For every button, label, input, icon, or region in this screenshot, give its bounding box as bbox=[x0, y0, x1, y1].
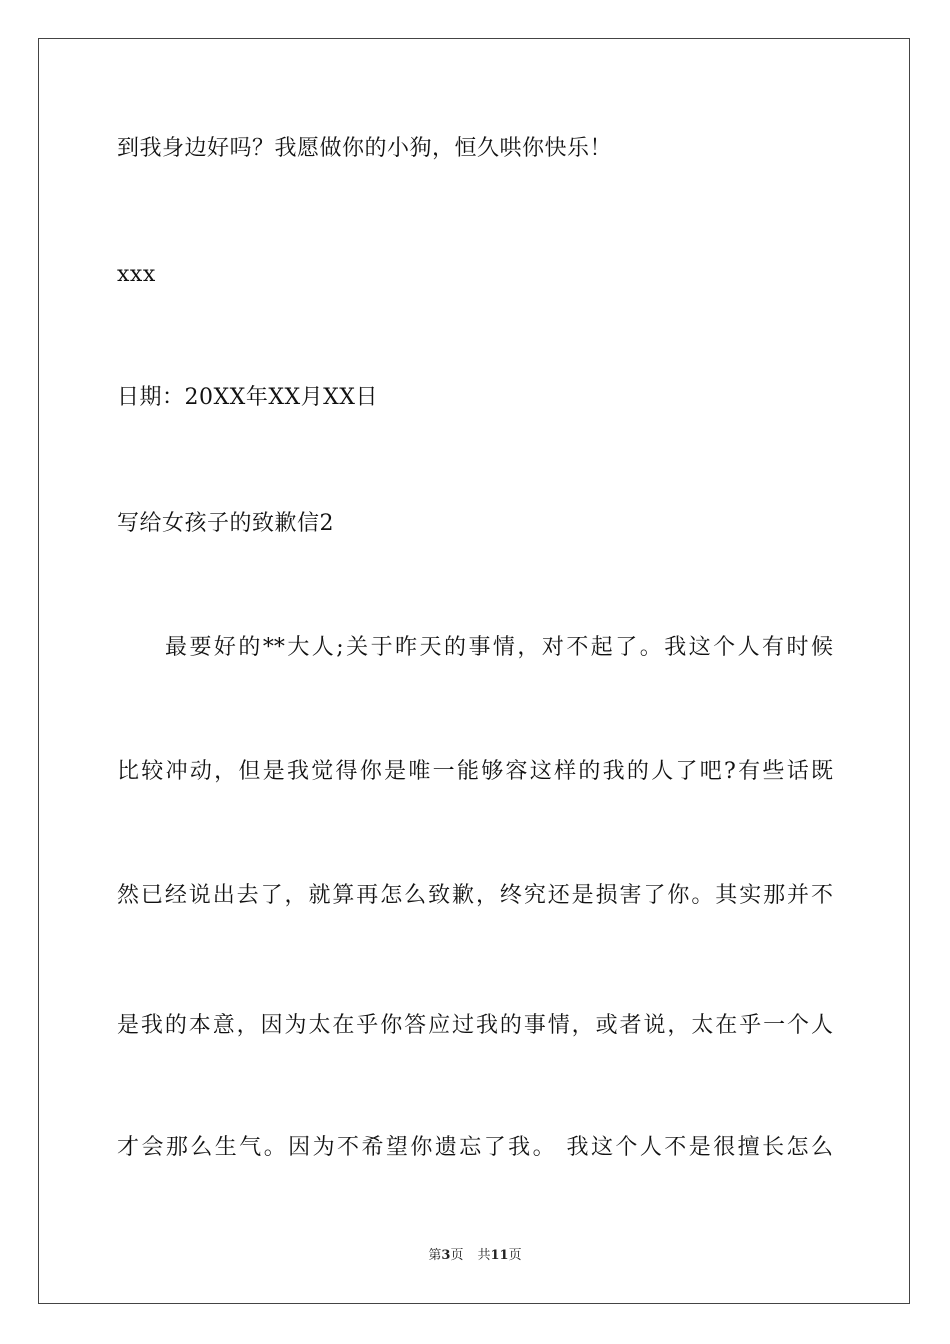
footer-total-prefix: 共 bbox=[477, 1248, 491, 1263]
paragraph-line-1: 最要好的**大人;关于昨天的事情，对不起了。我这个人有时候 bbox=[165, 635, 833, 660]
section-heading: 写给女孩子的致歉信2 bbox=[117, 511, 334, 536]
footer-page-suffix: 页 bbox=[450, 1248, 464, 1263]
paragraph-line-5: 才会那么生气。因为不希望你遗忘了我。 我这个人不是很擅长怎么 bbox=[117, 1135, 833, 1160]
footer-page-number: 3 bbox=[441, 1248, 451, 1263]
page-border bbox=[38, 38, 910, 1304]
paragraph-line-3: 然已经说出去了，就算再怎么致歉，终究还是损害了你。其实那并不 bbox=[117, 883, 833, 908]
text-line-1: 到我身边好吗？我愿做你的小狗，恒久哄你快乐！ bbox=[117, 136, 613, 161]
footer-page-prefix: 第 bbox=[428, 1248, 442, 1263]
footer-total-suffix: 页 bbox=[508, 1248, 522, 1263]
page-footer bbox=[0, 1247, 950, 1265]
footer-total-pages: 11 bbox=[490, 1248, 509, 1263]
paragraph-line-2: 比较冲动，但是我觉得你是唯一能够容这样的我的人了吧?有些话既 bbox=[117, 759, 833, 784]
signature-line: xxx bbox=[117, 262, 156, 287]
date-line: 日期：20XX年XX月XX日 bbox=[117, 385, 378, 410]
paragraph-line-4: 是我的本意，因为太在乎你答应过我的事情，或者说，太在乎一个人 bbox=[117, 1013, 833, 1038]
